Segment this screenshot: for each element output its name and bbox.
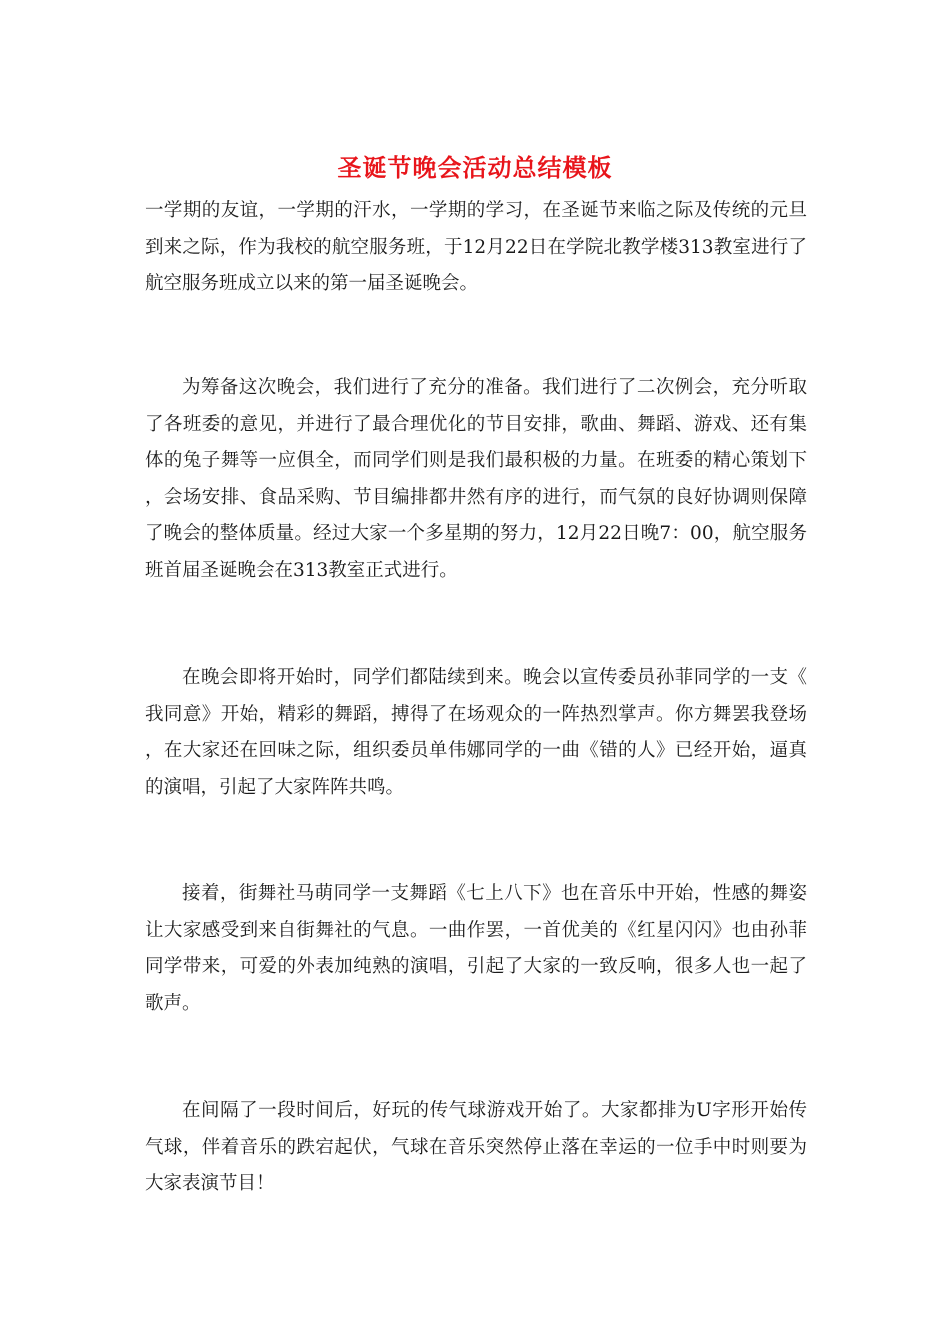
paragraph-balloon-game: 在间隔了一段时间后，好玩的传气球游戏开始了。大家都排为U字形开始传气球，伴着音乐的跌宕起伏，气球在音乐突然停止落在幸运的一位手中时则要为大家表演节目！: [145, 1100, 807, 1194]
paragraph-opening: 在晚会即将开始时，同学们都陆续到来。晚会以宣传委员孙菲同学的一支《我同意》开始，精彩的舞蹈，搏得了在场观众的一阵热烈掌声。你方舞罢我登场，在大家还在回味之际，组织委员单伟娜同学的一曲《错的人》已经开始，逼真的演唱，引起了大家阵阵共鸣。: [145, 667, 807, 798]
paragraph-performances: 接着，街舞社马萌同学一支舞蹈《七上八下》也在音乐中开始，性感的舞姿让大家感受到来自街舞社的气息。一曲作罢，一首优美的《红星闪闪》也由孙菲同学带来，可爱的外表加纯熟的演唱，引起了大家的一致反响，很多人也一起了歌声。: [145, 883, 807, 1014]
paragraph-intro: 一学期的友谊，一学期的汗水，一学期的学习，在圣诞节来临之际及传统的元旦到来之际，作为我校的航空服务班，于12月22日在学院北教学楼313教室进行了航空服务班成立以来的第一届圣诞晚会。: [145, 200, 807, 294]
paragraph-preparation: 为筹备这次晚会，我们进行了充分的准备。我们进行了二次例会，充分听取了各班委的意见，并进行了最合理优化的节目安排，歌曲、舞蹈、游戏、还有集体的兔子舞等一应俱全，而同学们则是我们最积极的力量。在班委的精心策划下，会场安排、食品采购、节目编排都井然有序的进行，而气氛的良好协调则保障了晚会的整体质量。经过大家一个多星期的努力，12月22日晚7：00，航空服务班首届圣诞晚会在313教室正式进行。: [145, 377, 807, 581]
document-title: 圣诞节晚会活动总结模板: [337, 153, 613, 182]
